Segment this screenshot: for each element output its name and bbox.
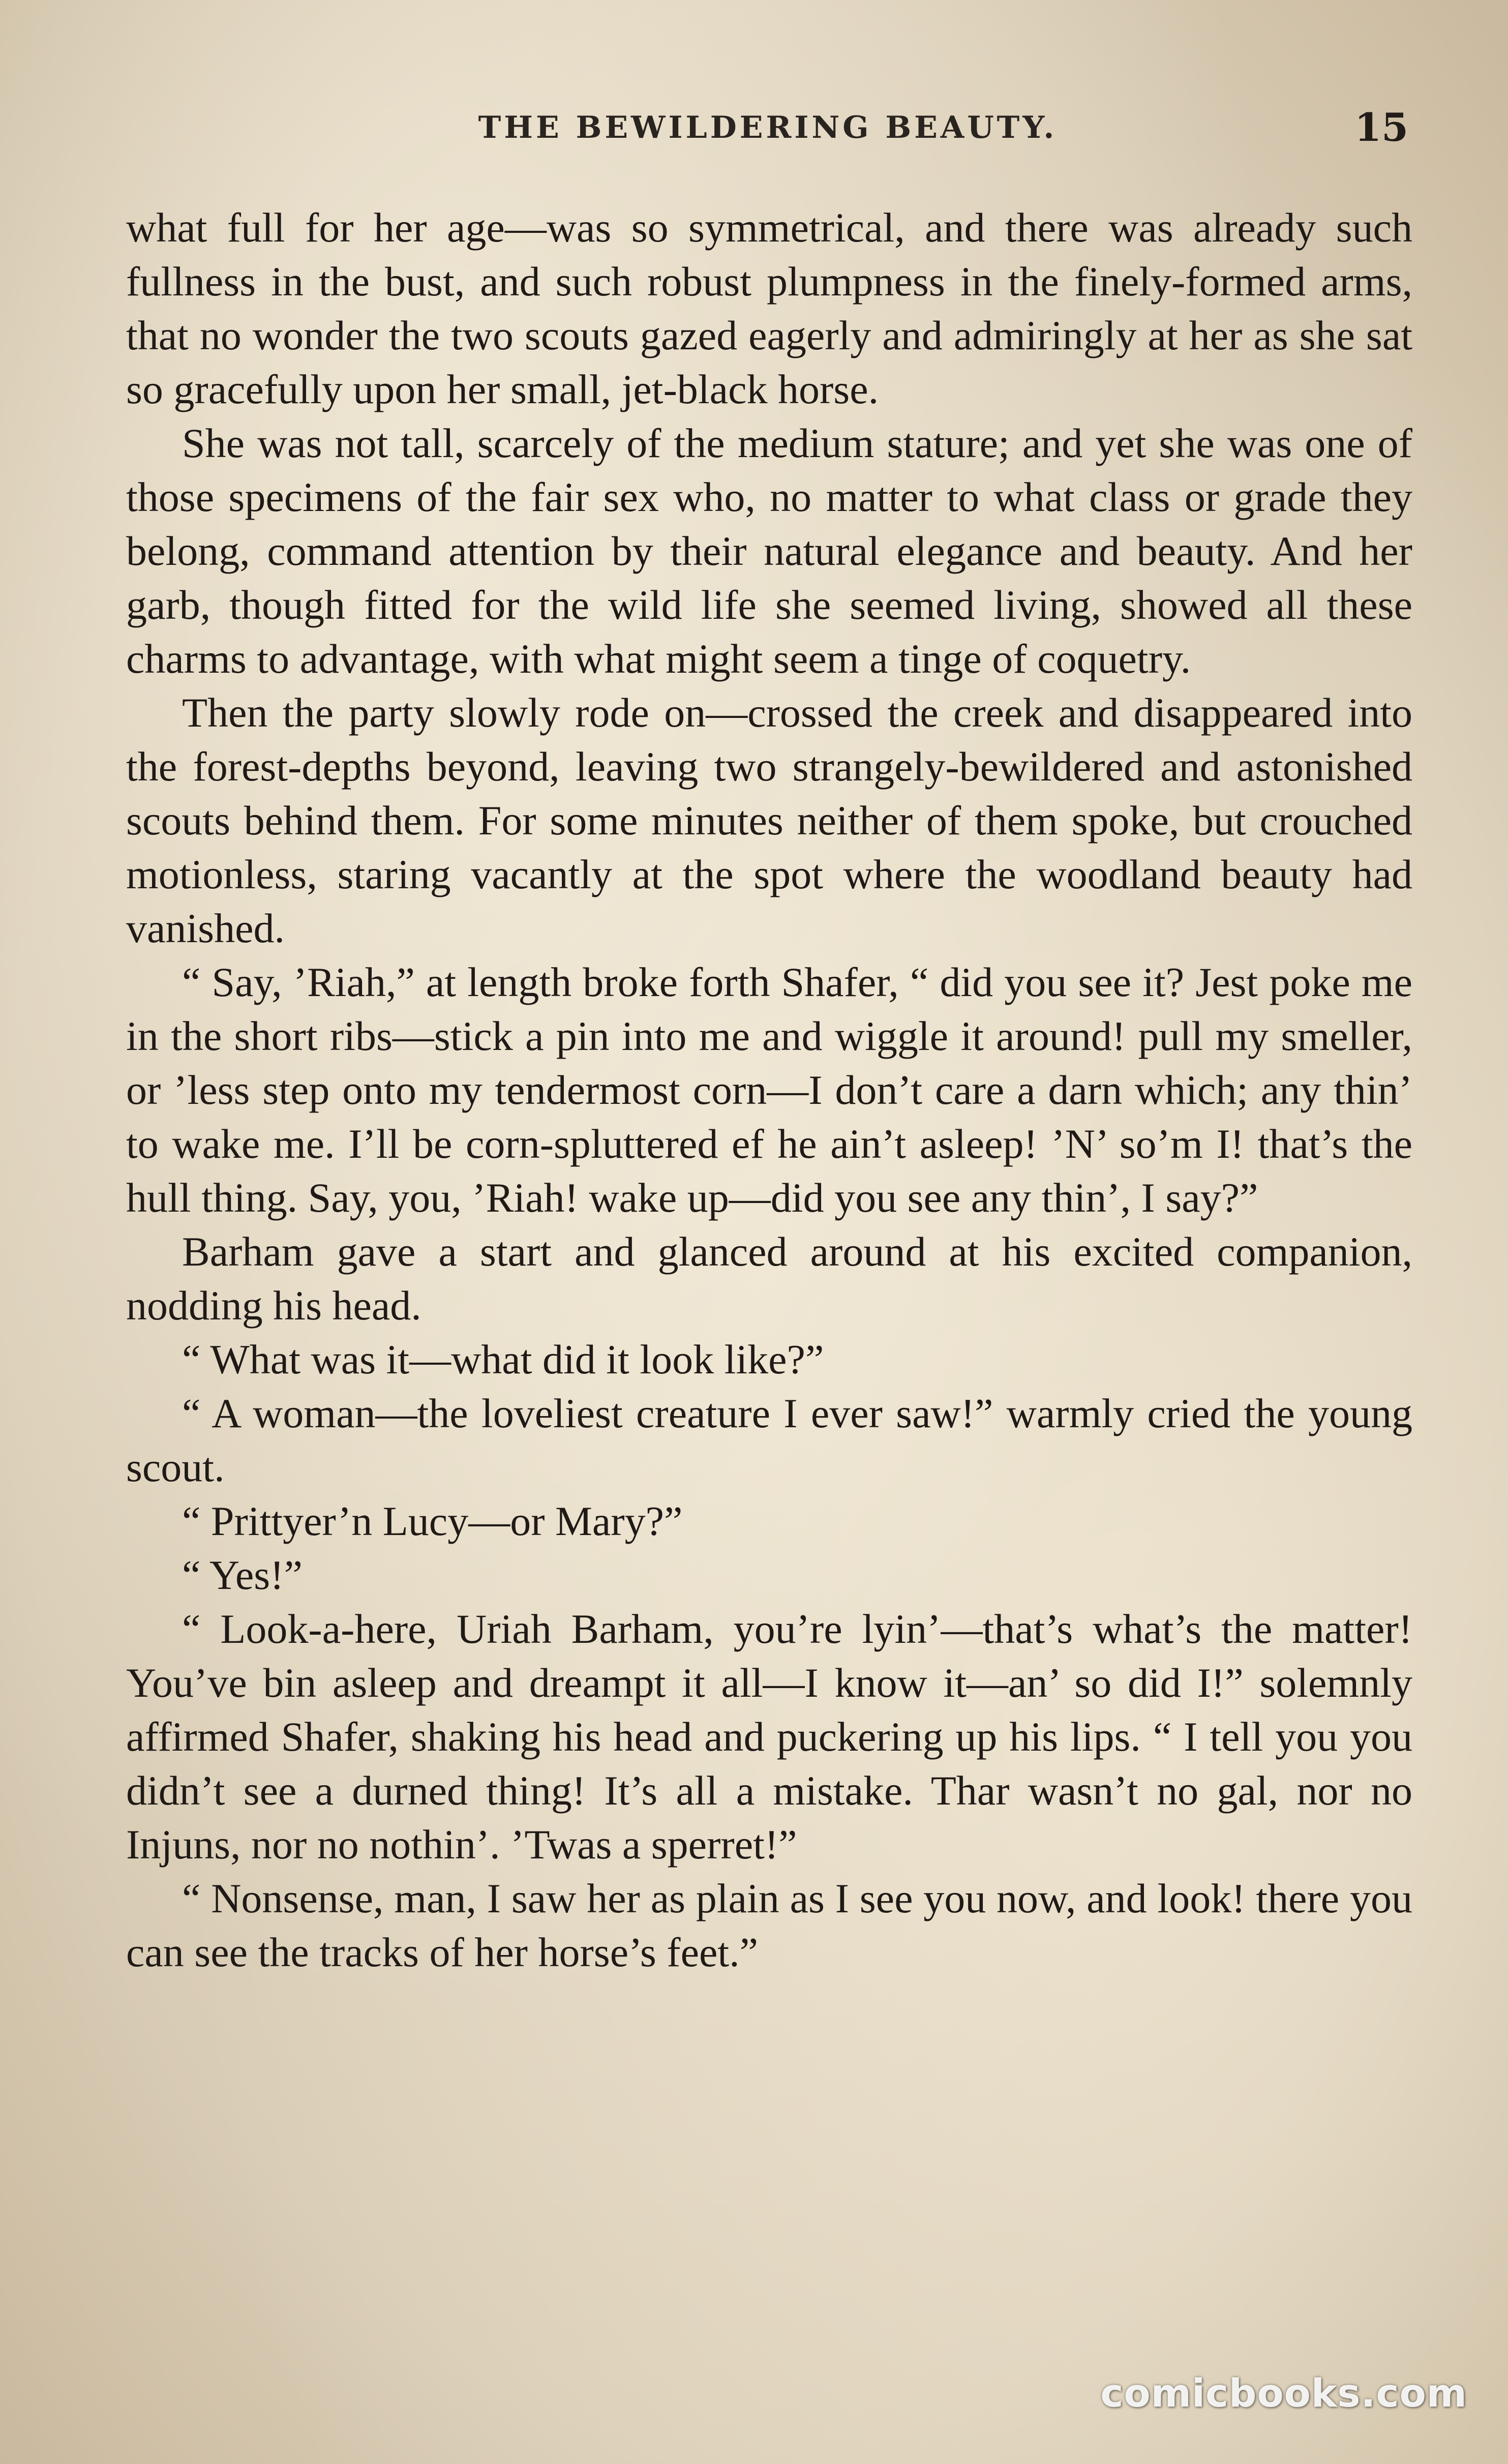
paragraph-10: “ Look-a-here, Uriah Barham, you’re lyin’—that’s what’s the matter! You’ve bin asleep and dreampt it all—I know it—an’ so did I!” solemnly affirmed Shafer, shaking his head and puckering up his lips. “ I tell you you didn’t see a durned thing! It’s all a mistake. Thar wasn’t no gal, nor no Injuns, nor no nothin’. ’Twas a sperret!” (126, 1606, 1412, 1868)
running-title: THE BEWILDERING BEAUTY. (478, 110, 1058, 145)
paragraph-2: She was not tall, scarcely of the medium stature; and yet she was one of those specimens of the fair sex who, no matter to what class or grade they belong, command attention by their natural elegance and beauty. And her garb, though fitted for the wild life she seemed living, showed all these charms to advantage, with what might seem a tinge of coquetry. (126, 420, 1412, 682)
paragraph-8: “ Prittyer’n Lucy—or Mary?” (182, 1498, 683, 1544)
paragraph-3: Then the party slowly rode on—crossed the creek and disappeared into the forest-depths beyond, leaving two strangely-bewildered and astonished scouts behind them. For some minutes neither of them spoke, but crouched motionless, staring vacantly at the spot where the woodland beauty had vanished. (126, 689, 1412, 951)
paragraph-5: Barham gave a start and glanced around at his excited companion, nodding his head. (126, 1228, 1412, 1329)
page-header (127, 100, 1408, 156)
page-number: 15 (1354, 105, 1408, 150)
watermark: comicbooks.com (1100, 2370, 1467, 2416)
paragraph-1: what full for her age—was so symmetrical, and there was already such fullness in the bust, and such robust plumpness in the finely-formed arms, that no wonder the two scouts gazed eagerly and admiringly at her as she sat so gracefully upon her small, jet-black horse. (126, 204, 1412, 412)
paragraph-4: “ Say, ’Riah,” at length broke forth Shafer, “ did you see it? Jest poke me in the short ribs—stick a pin into me and wiggle it around! pull my smeller, or ’less step onto my tendermost corn—I don’t care a darn which; any thin’ to wake me. I’ll be corn-spluttered ef he ain’t asleep! ’N’ so’m I! that’s the hull thing. Say, you, ’Riah! wake up—did you see any thin’, I say?” (126, 959, 1412, 1221)
paragraph-6: “ What was it—what did it look like?” (182, 1336, 824, 1383)
body-text (126, 201, 1412, 2352)
paragraph-9: “ Yes!” (182, 1552, 303, 1598)
paragraph-11: “ Nonsense, man, I saw her as plain as I see you now, and look! there you can see the tracks of her horse’s feet.” (126, 1875, 1412, 1975)
paragraph-7: “ A woman—the loveliest creature I ever saw!” warmly cried the young scout. (126, 1390, 1412, 1490)
